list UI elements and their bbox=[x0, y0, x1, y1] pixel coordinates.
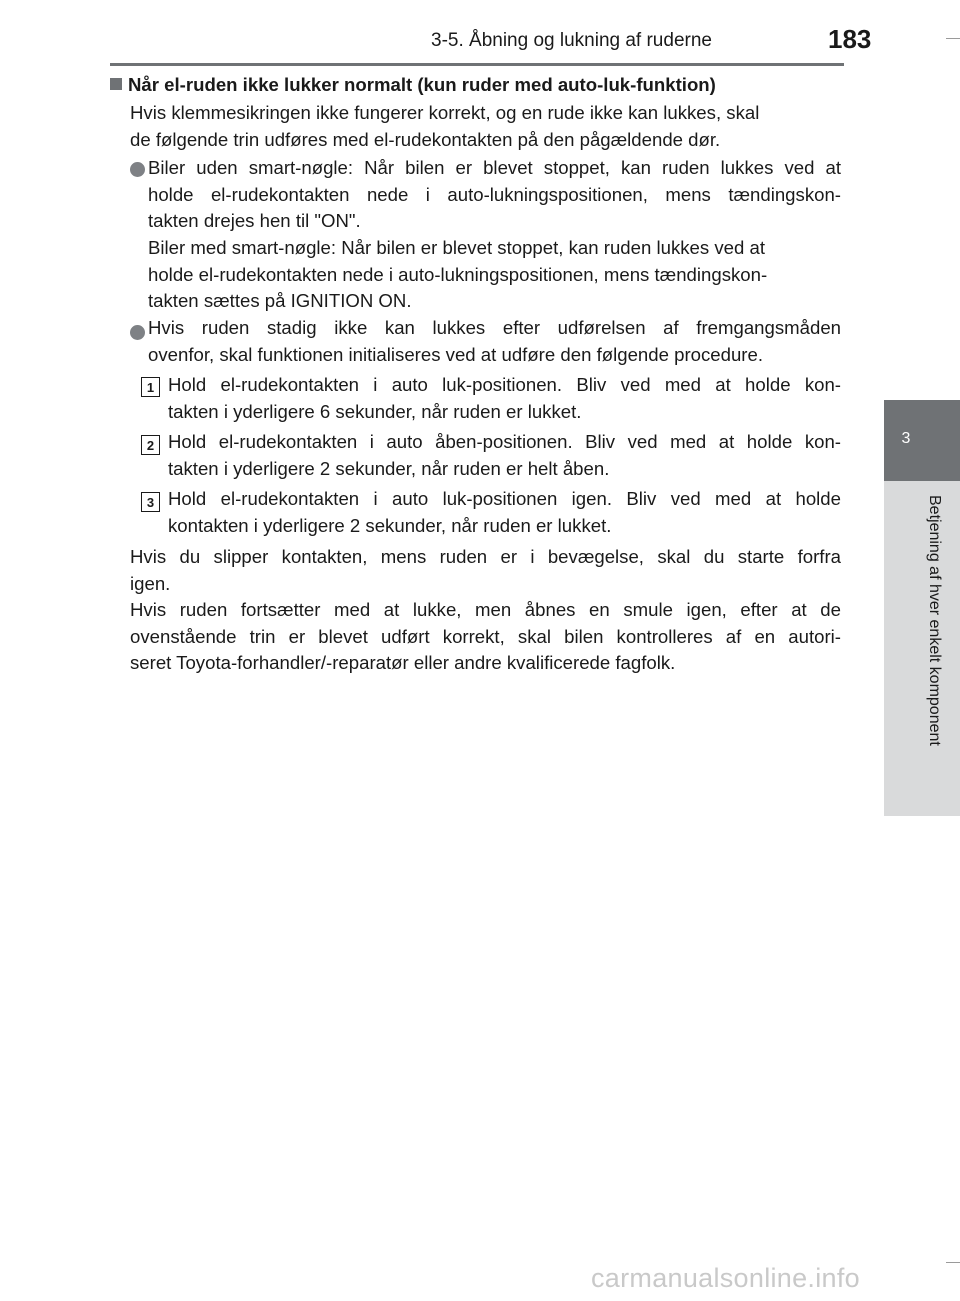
round-bullet-icon bbox=[130, 162, 145, 177]
step-line: Hold el-rudekontakten i auto luk-positionen. Bliv ved med at holde kon- bbox=[168, 374, 841, 395]
bullet2-line: ovenfor, skal funktionen initialiseres ved at udføre den følgende procedure. bbox=[148, 343, 763, 365]
crop-mark-bottom bbox=[946, 1262, 960, 1263]
header-title: 3-5. Åbning og lukning af ruderne bbox=[431, 30, 712, 51]
bullet1-line: takten drejes hen til "ON". bbox=[148, 210, 361, 231]
step-line: takten i yderligere 6 sekunder, når ruden er lukket. bbox=[168, 400, 582, 422]
closing-line: ovenstående trin er blevet udført korrekt, skal bilen kontrolleres af en autori- bbox=[130, 625, 841, 647]
bullet2-paragraph bbox=[148, 315, 841, 368]
chapter-number: 3 bbox=[901, 430, 911, 447]
bullet1-paragraph bbox=[148, 155, 841, 235]
bullet1-extra-line: Biler med smart-nøgle: Når bilen er blevet stoppet, kan ruden lukkes ved at bbox=[148, 237, 765, 258]
header-rule bbox=[110, 63, 844, 66]
crop-mark-top bbox=[946, 38, 960, 39]
bullet2-line: Hvis ruden stadig ikke kan lukkes efter udførelsen af fremgangsmåden bbox=[148, 317, 841, 338]
step-number-box: 1 bbox=[141, 377, 160, 397]
chapter-label-wrap bbox=[903, 495, 943, 805]
watermark-logo: carmanualsonline.info bbox=[591, 1263, 860, 1293]
section-heading-text: Når el-ruden ikke lukker normalt (kun ruder med auto-luk-funktion) bbox=[128, 74, 716, 95]
closing-line: Hvis du slipper kontakten, mens ruden er i bevægelse, skal du starte forfra bbox=[130, 546, 841, 567]
intro-line: de følgende trin udføres med el-rudekontakten på den pågældende dør. bbox=[130, 128, 721, 150]
step-paragraph bbox=[168, 372, 841, 425]
closing-line: igen. bbox=[130, 572, 171, 594]
bullet1-extra-line: holde el-rudekontakten nede i auto-lukningspositionen, mens tændingskon- bbox=[148, 263, 768, 285]
bullet1-extra-line: takten sættes på IGNITION ON. bbox=[148, 290, 412, 311]
chapter-label: Betjening af hver enkelt komponent bbox=[926, 495, 943, 746]
step-number-box: 2 bbox=[141, 435, 160, 455]
step-line: kontakten i yderligere 2 sekunder, når ruden er lukket. bbox=[168, 514, 612, 536]
closing-line: Hvis ruden fortsætter med at lukke, men åbnes en smule igen, efter at de bbox=[130, 599, 841, 620]
round-bullet-icon bbox=[130, 325, 145, 340]
bullet1-line: Biler uden smart-nøgle: Når bilen er blevet stoppet, kan ruden lukkes ved at bbox=[148, 157, 841, 178]
step-line: Hold el-rudekontakten i auto luk-positionen igen. Bliv ved med at holde bbox=[168, 488, 841, 509]
step-number-box: 3 bbox=[141, 492, 160, 512]
bullet1-extra-paragraph bbox=[148, 235, 841, 315]
step-paragraph bbox=[168, 486, 841, 539]
bullet1-line: holde el-rudekontakten nede i auto-lukningspositionen, mens tændingskon- bbox=[148, 183, 841, 205]
intro-paragraph bbox=[130, 100, 841, 153]
step-line: takten i yderligere 2 sekunder, når ruden er helt åben. bbox=[168, 457, 610, 479]
square-bullet-icon bbox=[110, 78, 122, 90]
section-heading bbox=[110, 72, 716, 99]
closing-line: seret Toyota-forhandler/-reparatør eller andre kvalificerede fagfolk. bbox=[130, 652, 676, 673]
step-paragraph bbox=[168, 429, 841, 482]
step-line: Hold el-rudekontakten i auto åben-positionen. Bliv ved med at holde kon- bbox=[168, 431, 841, 452]
intro-line: Hvis klemmesikringen ikke fungerer korrekt, og en rude ikke kan lukkes, skal bbox=[130, 102, 760, 123]
page-number: 183 bbox=[828, 24, 872, 54]
closing-paragraph bbox=[130, 544, 841, 677]
